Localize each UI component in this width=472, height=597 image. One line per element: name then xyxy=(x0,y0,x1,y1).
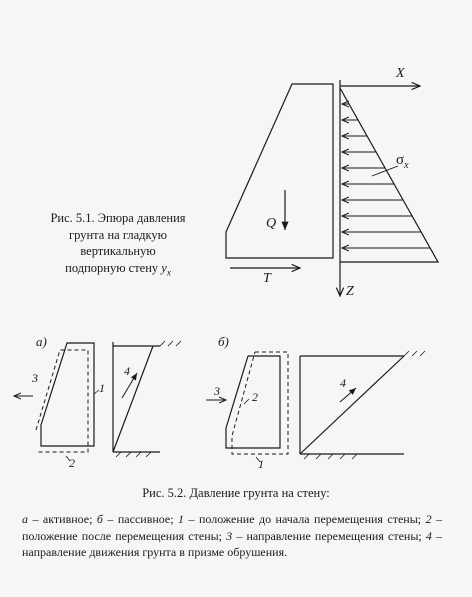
panel-b-drawing xyxy=(206,352,404,462)
panel-b-label: б) xyxy=(218,334,229,349)
t-label: T xyxy=(263,271,271,286)
x-axis-label: X xyxy=(396,66,405,81)
panel-a-label-2: 2 xyxy=(69,456,75,470)
q-label: Q xyxy=(266,216,277,231)
pressure-arrows xyxy=(342,104,430,248)
panel-a-label-3: 3 xyxy=(32,371,38,385)
pressure-diagram xyxy=(340,88,438,262)
panel-b-label-1: 1 xyxy=(258,457,264,471)
panel-a-drawing xyxy=(14,342,160,461)
panel-a-label-1: 1 xyxy=(99,381,105,395)
figure-5-2-caption: Рис. 5.2. Давление грунта на стену: xyxy=(142,486,330,500)
panel-b-label-3: 3 xyxy=(214,384,220,398)
z-axis-label: Z xyxy=(346,284,354,299)
panel-a-label: а) xyxy=(36,334,47,349)
panel-b-hatching xyxy=(304,351,425,459)
sigma-label: $\sigma_x$ xyxy=(396,152,409,171)
panel-a-label-4: 4 xyxy=(124,364,130,378)
retaining-wall xyxy=(226,84,333,258)
panel-b-label-2: 2 xyxy=(252,390,258,404)
panel-b-label-4: 4 xyxy=(340,376,346,390)
figure-5-2-legend: а – активное; б – пассивное; 1 – положение до начала перемещения стены; 2 – положение после перемещения стены; 3 – направление перемещения стены; 4 – направление движения грунта в призме обрушения. xyxy=(22,512,443,559)
figure-5-1-caption: Рис. 5.1. Эпюра давления грунта на гладкую вертикальную подпорную стену $y_x$ xyxy=(50,211,186,277)
